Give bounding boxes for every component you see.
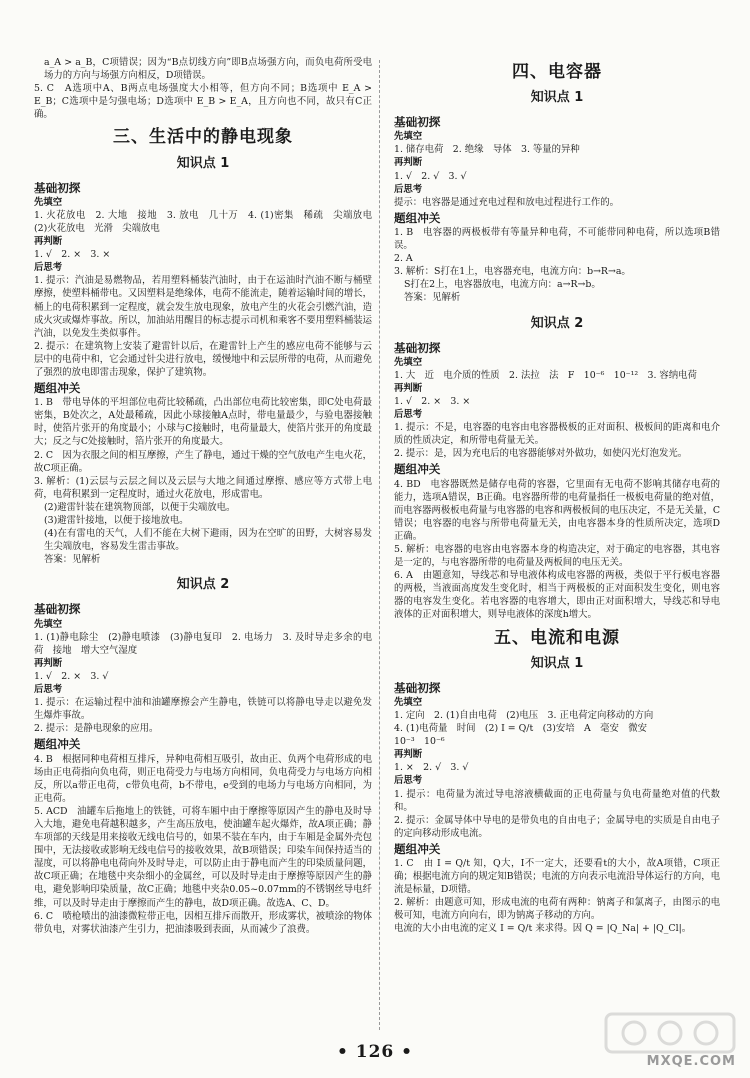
section-heading: 基础初探 — [394, 340, 441, 355]
answer-text: 1. × 2. √ 3. √ — [394, 762, 469, 774]
sub-heading: 再判断 — [394, 749, 423, 761]
knowledge-point-title: 知识点 1 — [530, 90, 584, 106]
answer-text: 1. √ 2. × 3. × — [34, 249, 111, 261]
section-heading: 基础初探 — [34, 180, 81, 195]
intro-text: 5. C A选项中A、B两点电场强度大小相等，但方向不同；B选项中 E_A > E_B；C选项中是匀强电场；D选项中 E_B > E_A，且方向也不同，故只有C正确。 — [34, 83, 372, 121]
answer-text: 2. 提示：在建筑物上安装了避雷针以后，在避雷针上产生的感应电荷不能够与云层中的电荷中和，它会通过针尖进行放电，缓慢地中和云层所带的电荷，从而避免了强烈的放电即雷击现象，保护了建筑物。 — [34, 340, 372, 378]
sub-heading: 先填空 — [394, 131, 423, 143]
answer-text: 10⁻³ 10⁻⁶ — [394, 736, 445, 748]
section-heading: 题组冲关 — [34, 737, 81, 752]
sub-heading: 后思考 — [394, 183, 423, 195]
answer-text: 1. C 由 I = Q/t 知，Q大，I不一定大，还要看t的大小，故A项错，C项正确；根据电流方向的规定知B错误；电流的方向表示电流沿导体运行的方向，电流是标量，D项错。 — [394, 857, 720, 896]
answer-text: 1. √ 2. √ 3. √ — [394, 170, 467, 182]
sub-heading: 先填空 — [34, 618, 63, 630]
answer-text: 提示：电容器是通过充电过程和放电过程进行工作的。 — [394, 196, 620, 208]
page-number: • 126 • — [336, 1042, 414, 1062]
answer-text: (4)在有雷电的天气，人们不能在大树下避雨，因为在空旷的田野，大树容易发生尖端放电，容易发生雷击事故。 — [44, 528, 372, 553]
section-heading: 基础初探 — [34, 602, 81, 617]
intro-text: a_A > a_B，C项错误；因为“B点切线方向”即B点场强方向，而负电荷所受电场力的方向与场强方向相反，D项错误。 — [44, 57, 372, 82]
answer-text: 1. 火花放电 2. 大地 接地 3. 放电 几十万 4. (1)密集 稀疏 尖端放电 (2)火花放电 光滑 尖端放电 — [34, 209, 382, 234]
answer-text: 1. B 电容器的两极板带有等量异种电荷，不可能带同种电荷，所以选项B错误。 — [394, 226, 720, 252]
answer-text: 1. (1)静电除尘 (2)静电喷漆 (3)静电复印 2. 电场力 3. 及时导走多余的电荷 接地 增大空气湿度 — [34, 631, 372, 656]
knowledge-point-title: 知识点 1 — [176, 155, 230, 171]
answer-text: 2. A — [394, 253, 413, 265]
left-column — [34, 56, 382, 936]
answer-label: 答案：见解析 — [404, 292, 461, 304]
answer-text: 6. C 喷枪喷出的油漆微粒带正电，因相互排斥而散开，形成雾状，被喷涂的物体带负电，对雾状油漆产生引力，把油漆吸到表面，从而减少了浪费。 — [34, 910, 372, 935]
answer-text: 1. 定向 2. (1)自由电荷 (2)电压 3. 正电荷定向移动的方向 — [394, 709, 654, 721]
sub-heading: 先填空 — [394, 356, 423, 368]
sub-heading: 再判断 — [394, 157, 423, 169]
section-heading: 基础初探 — [394, 115, 441, 130]
section-heading: 题组冲关 — [394, 841, 441, 856]
section-heading: 题组冲关 — [394, 210, 441, 225]
section-heading: 基础初探 — [394, 680, 441, 695]
answer-text: 1. 提示：不是，电容器的电容由电容器极板的正对面积、极板间的距离和电介质的性质决定，和所带电荷量无关。 — [394, 422, 720, 447]
answer-text: 2. 提示：金属导体中导电的是带负电的自由电子；金属导电的实质是自由电子的定向移动形成电流。 — [394, 814, 720, 839]
chapter-title: 五、电流和电源 — [494, 627, 620, 648]
chapter-title: 三、生活中的静电现象 — [113, 127, 293, 148]
answer-text: 1. √ 2. × 3. × — [394, 395, 471, 407]
answer-text: 6. A 由题意知，导线芯和导电液体构成电容器的两极，类似于平行板电容器的两极，当液面高度发生变化时，相当于两极板的正对面积发生变化，则电容器的电容发生变化。若电容器的电容增大，即由正对面积增大，导线芯和导电液体的正对面积增大，则导电液体的深度h增大。 — [394, 570, 720, 621]
chapter-title: 四、电容器 — [512, 62, 602, 82]
sub-heading: 再判断 — [34, 236, 63, 248]
sub-heading: 后思考 — [34, 684, 63, 696]
answer-text: 1. B 带电导体的平坦部位电荷比较稀疏，凸出部位电荷比较密集，即C处电荷最密集，B处次之，A处最稀疏，因此小球接触A点时，带电量最少，与验电器接触时，使箔片张开的角度最小；小球与C接触时，电荷量最大，使箔片张开的角度最大；反之与C处接触时，箔片张开的角度最大。 — [34, 397, 372, 448]
sub-heading: 先填空 — [34, 196, 63, 208]
section-heading: 题组冲关 — [34, 381, 81, 396]
answer-label: 答案：见解析 — [44, 554, 101, 566]
answer-text: 电流的大小由电流的定义 I = Q/t 来求得。因 Q = |Q_Na| + |Q_Cl|。 — [394, 923, 692, 935]
answer-text: 2. 提示：是静电现象的应用。 — [34, 723, 159, 735]
answer-text: 4. B 根据同种电荷相互排斥，异种电荷相互吸引，故由正、负两个电荷形成的电场由正电荷指向负电荷，则正电荷受力与电场方向相同，负电荷受力与电场方向相反，所以a带正电荷，c带负电荷，b不带电，e受到的电场力与电场方向相同，为正电荷。 — [34, 753, 372, 804]
answer-text: 2. 提示：是，因为充电后的电容器能够对外做功，如使闪光灯泡发光。 — [394, 448, 688, 460]
answer-text: 4. (1)电荷量 时间 (2) I = Q/t (3)安培 A 毫安 微安 — [394, 723, 648, 735]
answer-text: S打在2上，电容器放电，电流方向：a→R→b。 — [404, 279, 601, 291]
knowledge-point-title: 知识点 2 — [530, 315, 584, 331]
sub-heading: 后思考 — [394, 775, 423, 787]
answer-text: 5. ACD 油罐车后拖地上的铁链，可将车厢中由于摩擦等原因产生的静电及时导入大地，避免电荷越积越多，产生高压放电，使油罐车起火爆炸，故A项正确；静车项部的天线是用来接收无线电信号的，如果不装在车内，由于车厢是金属外壳包围中，无法接收或影响无线电信号的接收效果，故B项错误；印染车间保持适当的湿度，可以将静电电荷向外及时导走，可以防止由于静电而产生的印染质量问题，故C项正确；在地毯中夹杂细小的金属丝，可以及时导走由于摩擦等原因产生的静电，避免影响印染质量，故C正确；地毯中夹杂0.05~0.07mm的不锈钢丝导电纤维，可以及时导走由于摩擦而产生的静电，故D项正确。故选A、C、D。 — [34, 805, 372, 909]
answer-text: (3)避雷针接地，以便于接地放电。 — [44, 515, 189, 526]
answer-text: 5. 解析：电容器的电容由电容器本身的构造决定，对于确定的电容器，其电容是一定的，与电容器所带的电荷量及两板间的电压无关。 — [394, 544, 720, 569]
answer-text: 1. 提示：电荷量为流过导电溶液横截面的正电荷量与负电荷量绝对值的代数和。 — [394, 788, 720, 813]
answer-text: 2. C 因为衣服之间的相互摩擦，产生了静电，通过干燥的空气放电产生电火花，故C项正确。 — [34, 449, 372, 474]
sub-heading: 后思考 — [34, 262, 63, 274]
column-divider — [379, 60, 380, 1030]
answer-text: 4. BD 电容器既然是储存电荷的容器，它里面有无电荷不影响其储存电荷的能力，选项A错误，B正确。电容器所带的电荷量指任一极板电荷量的绝对值，而电容器两极板电荷量与电容器的电容和两极板间的电压决定，不是无关量，C错误；电容器的电容与所带电荷量无关，由电容器本身的性质所决定，选项D正确。 — [394, 478, 720, 542]
answer-text: 2. 解析：由题意可知，形成电流的电荷有两种：钠离子和氯离子，由图示的电极可知，电流方向向右，即为钠离子移动的方向。 — [394, 897, 720, 922]
sub-heading: 先填空 — [394, 696, 423, 708]
answer-text: (2)避雷针装在建筑物顶部，以便于尖端放电。 — [44, 501, 236, 513]
sub-heading: 后思考 — [394, 409, 423, 421]
knowledge-point-title: 知识点 1 — [530, 655, 584, 671]
answer-text: 1. 提示：汽油是易燃物品，若用塑料桶装汽油时，由于在运油时汽油不断与桶壁摩擦，使塑料桶带电。又因塑料是绝缘体，电荷不能流走，随着运输时间的增长，桶上的电荷积累到一定程度，就会发生放电现象，放电产生的火花会引燃汽油，造成火灾或爆炸事故。所以，加油站用醒目的标志提示司机和乘客不要用塑料桶装运汽油，以免发生类似事件。 — [34, 275, 372, 339]
knowledge-point-title: 知识点 2 — [176, 577, 230, 593]
sub-heading: 再判断 — [34, 657, 63, 669]
section-heading: 题组冲关 — [394, 462, 441, 477]
answer-text: 3. 解析：(1)云层与云层之间以及云层与大地之间通过摩擦、感应等方式带上电荷，电荷积累到一定程度时，通过火花放电，形成雷电。 — [34, 475, 372, 500]
answer-text: 1. 提示：在运输过程中油和油罐摩擦会产生静电，铁链可以将静电导走以避免发生爆炸事故。 — [34, 697, 372, 722]
sub-heading: 再判断 — [394, 382, 423, 394]
answer-text: 1. √ 2. × 3. √ — [34, 670, 109, 682]
right-column — [394, 56, 720, 936]
watermark-text: MXQE.COM — [646, 1054, 736, 1069]
answer-text: 1. 储存电荷 2. 绝缘 导体 3. 等量的异种 — [394, 144, 580, 156]
answer-text: 1. 大 近 电介质的性质 2. 法拉 法 F 10⁻⁶ 10⁻¹² 3. 容纳电荷 — [394, 369, 697, 381]
answer-text: 3. 解析：S打在1上，电容器充电，电流方向：b→R→a。 — [394, 266, 631, 278]
